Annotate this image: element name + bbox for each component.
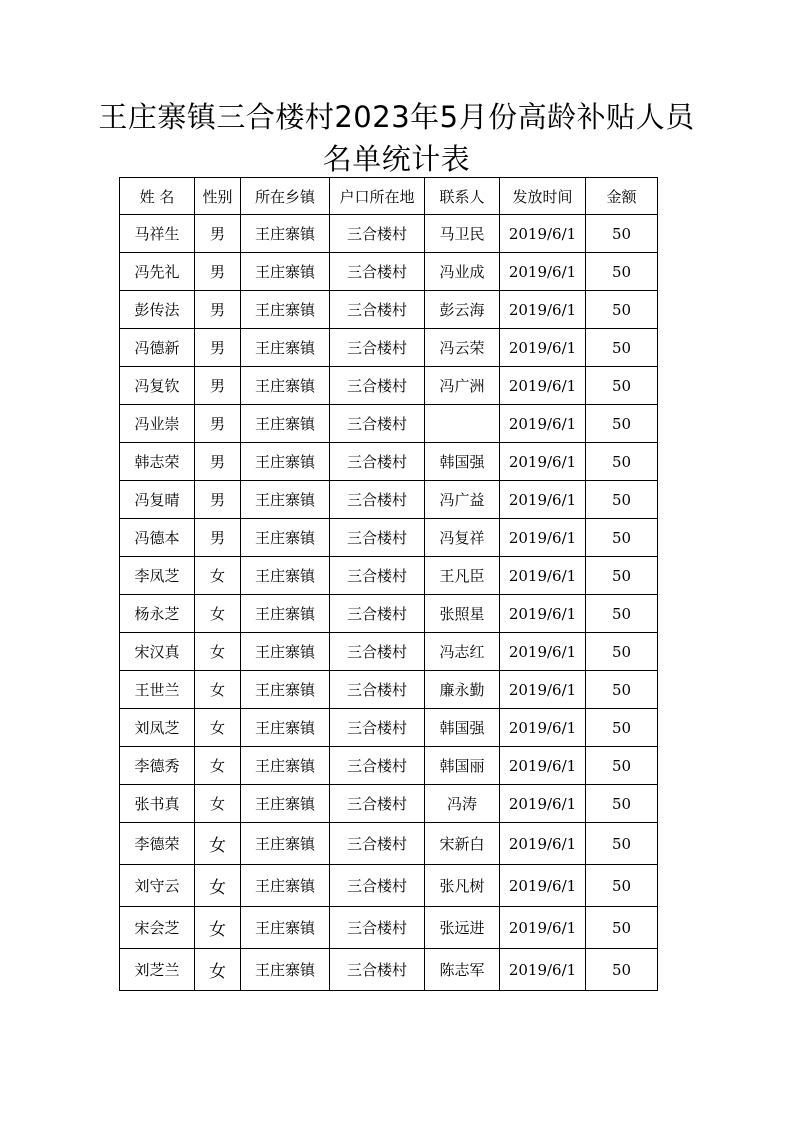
cell-township: 王庄寨镇 bbox=[241, 865, 330, 907]
cell-township: 王庄寨镇 bbox=[241, 747, 330, 785]
cell-residence: 三合楼村 bbox=[330, 405, 425, 443]
cell-contact: 彭云海 bbox=[425, 291, 500, 329]
cell-gender: 男 bbox=[195, 291, 241, 329]
table-row bbox=[120, 709, 658, 747]
cell-contact: 马卫民 bbox=[425, 215, 500, 253]
header-gender: 性别 bbox=[195, 178, 241, 215]
cell-issue-date: 2019/6/1 bbox=[500, 443, 586, 481]
cell-gender: 男 bbox=[195, 329, 241, 367]
cell-township: 王庄寨镇 bbox=[241, 215, 330, 253]
cell-issue-date: 2019/6/1 bbox=[500, 633, 586, 671]
cell-issue-date: 2019/6/1 bbox=[500, 949, 586, 991]
cell-residence: 三合楼村 bbox=[330, 823, 425, 865]
cell-gender: 女 bbox=[195, 633, 241, 671]
cell-residence: 三合楼村 bbox=[330, 481, 425, 519]
cell-amount: 50 bbox=[586, 949, 658, 991]
cell-issue-date: 2019/6/1 bbox=[500, 823, 586, 865]
cell-amount: 50 bbox=[586, 907, 658, 949]
cell-name: 刘凤芝 bbox=[120, 709, 195, 747]
table-row bbox=[120, 823, 658, 865]
cell-contact bbox=[425, 405, 500, 443]
table-row bbox=[120, 671, 658, 709]
cell-residence: 三合楼村 bbox=[330, 329, 425, 367]
table-row bbox=[120, 215, 658, 253]
cell-name: 冯先礼 bbox=[120, 253, 195, 291]
cell-issue-date: 2019/6/1 bbox=[500, 595, 586, 633]
table-row bbox=[120, 865, 658, 907]
cell-issue-date: 2019/6/1 bbox=[500, 367, 586, 405]
cell-residence: 三合楼村 bbox=[330, 785, 425, 823]
cell-township: 王庄寨镇 bbox=[241, 481, 330, 519]
cell-name: 宋会芝 bbox=[120, 907, 195, 949]
cell-township: 王庄寨镇 bbox=[241, 949, 330, 991]
cell-gender: 男 bbox=[195, 519, 241, 557]
cell-residence: 三合楼村 bbox=[330, 709, 425, 747]
cell-name: 韩志荣 bbox=[120, 443, 195, 481]
cell-issue-date: 2019/6/1 bbox=[500, 405, 586, 443]
cell-residence: 三合楼村 bbox=[330, 253, 425, 291]
cell-issue-date: 2019/6/1 bbox=[500, 557, 586, 595]
cell-name: 杨永芝 bbox=[120, 595, 195, 633]
cell-gender: 女 bbox=[195, 747, 241, 785]
cell-issue-date: 2019/6/1 bbox=[500, 671, 586, 709]
cell-residence: 三合楼村 bbox=[330, 519, 425, 557]
cell-contact: 张远进 bbox=[425, 907, 500, 949]
cell-residence: 三合楼村 bbox=[330, 291, 425, 329]
cell-issue-date: 2019/6/1 bbox=[500, 291, 586, 329]
header-issue-date: 发放时间 bbox=[500, 178, 586, 215]
header-amount: 金额 bbox=[586, 178, 658, 215]
cell-name: 冯德本 bbox=[120, 519, 195, 557]
cell-amount: 50 bbox=[586, 253, 658, 291]
cell-name: 李德秀 bbox=[120, 747, 195, 785]
cell-amount: 50 bbox=[586, 367, 658, 405]
cell-gender: 女 bbox=[195, 709, 241, 747]
table-row bbox=[120, 253, 658, 291]
cell-contact: 韩国强 bbox=[425, 443, 500, 481]
cell-contact: 韩国丽 bbox=[425, 747, 500, 785]
cell-issue-date: 2019/6/1 bbox=[500, 907, 586, 949]
cell-issue-date: 2019/6/1 bbox=[500, 329, 586, 367]
cell-residence: 三合楼村 bbox=[330, 671, 425, 709]
cell-residence: 三合楼村 bbox=[330, 215, 425, 253]
table-row bbox=[120, 405, 658, 443]
cell-contact: 宋新白 bbox=[425, 823, 500, 865]
cell-amount: 50 bbox=[586, 823, 658, 865]
cell-township: 王庄寨镇 bbox=[241, 823, 330, 865]
cell-contact: 廉永勤 bbox=[425, 671, 500, 709]
header-contact: 联系人 bbox=[425, 178, 500, 215]
cell-township: 王庄寨镇 bbox=[241, 405, 330, 443]
table-row bbox=[120, 443, 658, 481]
cell-name: 刘守云 bbox=[120, 865, 195, 907]
header-name: 姓 名 bbox=[120, 178, 195, 215]
cell-amount: 50 bbox=[586, 481, 658, 519]
cell-name: 冯业崇 bbox=[120, 405, 195, 443]
cell-residence: 三合楼村 bbox=[330, 557, 425, 595]
table-row bbox=[120, 633, 658, 671]
cell-name: 李凤芝 bbox=[120, 557, 195, 595]
cell-township: 王庄寨镇 bbox=[241, 329, 330, 367]
cell-township: 王庄寨镇 bbox=[241, 785, 330, 823]
cell-name: 马祥生 bbox=[120, 215, 195, 253]
header-township: 所在乡镇 bbox=[241, 178, 330, 215]
cell-gender: 男 bbox=[195, 253, 241, 291]
cell-amount: 50 bbox=[586, 291, 658, 329]
cell-contact: 冯复祥 bbox=[425, 519, 500, 557]
cell-amount: 50 bbox=[586, 215, 658, 253]
cell-gender: 女 bbox=[195, 671, 241, 709]
cell-gender: 女 bbox=[195, 557, 241, 595]
table-row bbox=[120, 481, 658, 519]
cell-contact: 张凡树 bbox=[425, 865, 500, 907]
cell-contact: 韩国强 bbox=[425, 709, 500, 747]
cell-issue-date: 2019/6/1 bbox=[500, 709, 586, 747]
cell-residence: 三合楼村 bbox=[330, 907, 425, 949]
table-row bbox=[120, 557, 658, 595]
cell-contact: 冯业成 bbox=[425, 253, 500, 291]
cell-issue-date: 2019/6/1 bbox=[500, 215, 586, 253]
cell-amount: 50 bbox=[586, 785, 658, 823]
cell-name: 冯德新 bbox=[120, 329, 195, 367]
cell-name: 李德荣 bbox=[120, 823, 195, 865]
cell-amount: 50 bbox=[586, 633, 658, 671]
cell-amount: 50 bbox=[586, 865, 658, 907]
cell-amount: 50 bbox=[586, 329, 658, 367]
document-title-line-2: 名单统计表 bbox=[322, 142, 471, 176]
cell-residence: 三合楼村 bbox=[330, 595, 425, 633]
cell-name: 刘芝兰 bbox=[120, 949, 195, 991]
table-row bbox=[120, 291, 658, 329]
table-row bbox=[120, 907, 658, 949]
cell-township: 王庄寨镇 bbox=[241, 291, 330, 329]
cell-amount: 50 bbox=[586, 671, 658, 709]
cell-contact: 冯广益 bbox=[425, 481, 500, 519]
subsidy-table bbox=[119, 177, 658, 991]
cell-residence: 三合楼村 bbox=[330, 367, 425, 405]
cell-residence: 三合楼村 bbox=[330, 865, 425, 907]
cell-township: 王庄寨镇 bbox=[241, 671, 330, 709]
cell-name: 彭传法 bbox=[120, 291, 195, 329]
cell-contact: 冯广洲 bbox=[425, 367, 500, 405]
cell-contact: 张照星 bbox=[425, 595, 500, 633]
table-row bbox=[120, 595, 658, 633]
header-residence: 户口所在地 bbox=[330, 178, 425, 215]
document-title-line-1: 王庄寨镇三合楼村2023年5月份高龄补贴人员 bbox=[98, 100, 695, 134]
cell-amount: 50 bbox=[586, 709, 658, 747]
cell-township: 王庄寨镇 bbox=[241, 443, 330, 481]
cell-issue-date: 2019/6/1 bbox=[500, 785, 586, 823]
cell-issue-date: 2019/6/1 bbox=[500, 253, 586, 291]
table-row bbox=[120, 785, 658, 823]
cell-amount: 50 bbox=[586, 747, 658, 785]
cell-township: 王庄寨镇 bbox=[241, 709, 330, 747]
cell-contact: 陈志军 bbox=[425, 949, 500, 991]
cell-contact: 冯志红 bbox=[425, 633, 500, 671]
cell-gender: 女 bbox=[195, 785, 241, 823]
cell-amount: 50 bbox=[586, 557, 658, 595]
cell-issue-date: 2019/6/1 bbox=[500, 865, 586, 907]
cell-gender: 男 bbox=[195, 481, 241, 519]
cell-residence: 三合楼村 bbox=[330, 747, 425, 785]
cell-contact: 冯涛 bbox=[425, 785, 500, 823]
table-row bbox=[120, 519, 658, 557]
cell-township: 王庄寨镇 bbox=[241, 519, 330, 557]
cell-issue-date: 2019/6/1 bbox=[500, 519, 586, 557]
cell-township: 王庄寨镇 bbox=[241, 253, 330, 291]
cell-township: 王庄寨镇 bbox=[241, 907, 330, 949]
cell-township: 王庄寨镇 bbox=[241, 557, 330, 595]
cell-name: 王世兰 bbox=[120, 671, 195, 709]
table-row bbox=[120, 367, 658, 405]
cell-township: 王庄寨镇 bbox=[241, 633, 330, 671]
cell-contact: 冯云荣 bbox=[425, 329, 500, 367]
cell-residence: 三合楼村 bbox=[330, 633, 425, 671]
cell-gender: 女 bbox=[195, 823, 241, 865]
cell-name: 宋汉真 bbox=[120, 633, 195, 671]
cell-amount: 50 bbox=[586, 405, 658, 443]
cell-issue-date: 2019/6/1 bbox=[500, 481, 586, 519]
cell-issue-date: 2019/6/1 bbox=[500, 747, 586, 785]
cell-name: 张书真 bbox=[120, 785, 195, 823]
cell-residence: 三合楼村 bbox=[330, 443, 425, 481]
table-header-row bbox=[120, 178, 658, 215]
table-row bbox=[120, 329, 658, 367]
cell-amount: 50 bbox=[586, 595, 658, 633]
cell-name: 冯复钦 bbox=[120, 367, 195, 405]
cell-township: 王庄寨镇 bbox=[241, 595, 330, 633]
cell-gender: 男 bbox=[195, 367, 241, 405]
table-body bbox=[120, 215, 658, 991]
cell-gender: 男 bbox=[195, 443, 241, 481]
table-row bbox=[120, 747, 658, 785]
cell-amount: 50 bbox=[586, 443, 658, 481]
cell-amount: 50 bbox=[586, 519, 658, 557]
cell-gender: 男 bbox=[195, 215, 241, 253]
cell-gender: 女 bbox=[195, 595, 241, 633]
cell-gender: 女 bbox=[195, 865, 241, 907]
cell-gender: 女 bbox=[195, 907, 241, 949]
cell-gender: 女 bbox=[195, 949, 241, 991]
cell-name: 冯复晴 bbox=[120, 481, 195, 519]
cell-gender: 男 bbox=[195, 405, 241, 443]
cell-residence: 三合楼村 bbox=[330, 949, 425, 991]
table-row bbox=[120, 949, 658, 991]
cell-contact: 王凡臣 bbox=[425, 557, 500, 595]
cell-township: 王庄寨镇 bbox=[241, 367, 330, 405]
